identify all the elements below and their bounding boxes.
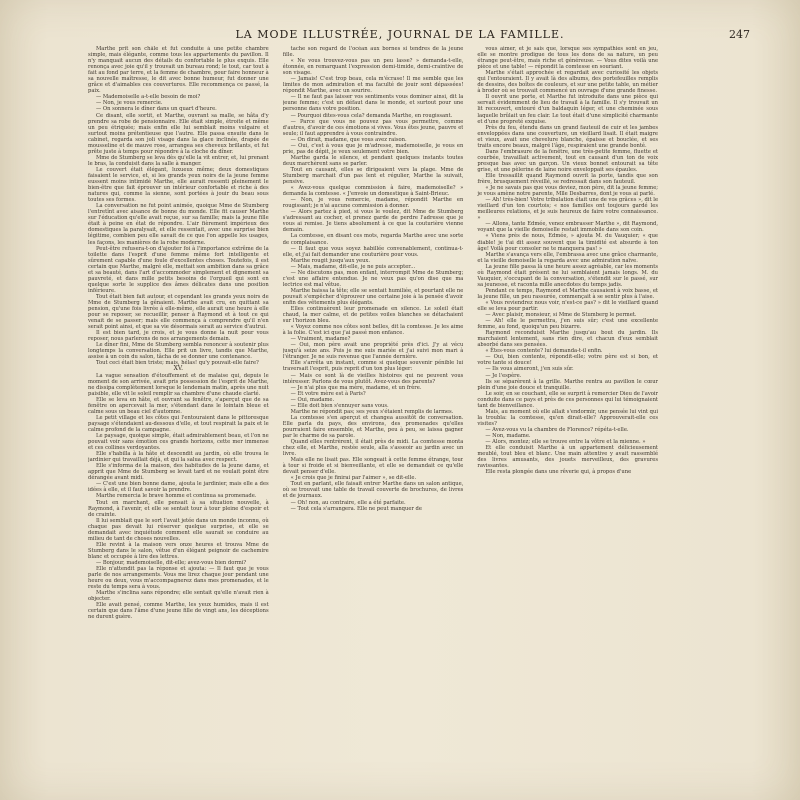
paragraph: Marthe ne répondit pas; ses yeux s'étaient remplis de larmes.: [290, 408, 454, 415]
paragraph: Et elle conduisit Marthe à un appartement délicieusement meublé, tout bleu et blanc. Une main attentive y avait rassemblé des livres amusants, des jouets merveilleux, des gravures ravissantes.: [477, 445, 659, 470]
paragraph: Ils se séparèrent à la grille. Marthe rentra au pavillon le cœur plein d'une joie douce et tranquille.: [477, 378, 659, 391]
paragraph: « Ne vous trouvez-vous pas un peu lasse? » demanda-t-elle, étonnée, en remarquant l'expression demi-timide, demi-craintive de son visage.: [282, 58, 464, 77]
paragraph: — Alors, montez; elle se trouve entre la vôtre et la mienne. »: [485, 439, 646, 446]
paragraph: Le soir, en se couchant, elle se surprit à remercier Dieu de l'avoir conduite dans ce pays et près de ces personnes qui lui témoignaient tant de bienveillance.: [477, 390, 659, 409]
paragraph: — Oui, c'est à vous que je m'adresse, mademoiselle, je vous en prie, pas de dépit, je veux seulement votre bien.: [282, 142, 464, 155]
paragraph: Elle revint à la maison vers onze heures et trouva Mme de Stumberg dans le salon, vêtue d'un élégant peignoir de cachemire blanc et occupée à lire des lettres.: [88, 541, 269, 560]
paragraph: Elle s'habilla à la hâte et descendit au jardin, où elle trouva le jardinier qui travaillait déjà, et qui la salua avec respect.: [88, 451, 269, 464]
paragraph: Marthe s'avança vers elle, l'embrassa avec une grâce charmante, et la vieille demoiselle la regarda avec une admiration naïve.: [477, 251, 659, 264]
paragraph: — Pourquoi dites-vous cela? demanda Marthe, en rougissant.: [290, 112, 453, 119]
paragraph: Marthe s'était approchée et regardait avec curiosité les objets qui l'entouraient. Il y avait là des albums, des portefeuilles remplis de dessins, des boîtes de couleurs, et sur une petite table, un métier à broder où se trouvait commencé un ouvrage d'une grande finesse.: [477, 70, 659, 95]
paragraph: Il est bien tard, je crois, et je vous donne la nuit pour vous reposer, nous parlerons de nos arrangements demain.: [88, 330, 269, 343]
paragraph: Elles continuèrent leur promenade en silence. Le soleil était chaud, la mer calme, et de petites voiles blanches se détachaient sur l'horizon bleu.: [282, 306, 464, 325]
paragraph: La conversation ne fut point animée, quoique Mme de Stumberg l'entretînt avec aisance de bonne du monde. Elle fit causer Marthe sur l'éducation qu'elle avait reçue, sur sa famille; mais la jeune fille était à peine en état de répondre. L'air fièrement impérieux des domestiques la paralysait, et elle ressentait, avec une surprise bien légitime, combien peu elle savait de ce que l'on appelle les usages, les façons, les manières de la robe moderne.: [88, 203, 269, 246]
paragraph: vous aimer, et je sais que, lorsque ses sympathies sont en jeu, elle se montre prodigue de tous les dons de sa nature, un peu étrange peut-être, mais riche et généreuse. — Vous dites voilà une pièce et une table! — répondit la comtesse en souriant.: [477, 46, 659, 71]
section-heading: XV.: [173, 365, 184, 373]
paragraph: — Jamais! C'est trop beau, cela m'écrase! Il me semble que les limites de mon admiration et ma faculté de jouir sont dépassées! répondit Marthe, avec un sourire.: [282, 76, 464, 95]
column-1: [88, 46, 269, 781]
paragraph: Mais elle ne lisait pas. Elle songeait à cette femme étrange, tour à tour si froide et si bienveillante, et elle se demandait ce qu'elle devait penser d'elle.: [282, 457, 464, 476]
paragraph: Elle resta plongée dans une rêverie qui, à propos d'une: [485, 469, 632, 476]
paragraph: — Vraiment, madame?: [290, 336, 351, 343]
paragraph: La jeune fille passa là une heure assez agréable, car les moments où Raymond était présent ne lui semblaient jamais longs. M. du Vauquier, s'occupant de la conversation, s'étendit sur le passé, sur sa jeunesse, et raconta mille anecdotes du temps jadis.: [477, 263, 659, 288]
column-2: [283, 46, 464, 781]
paragraph: Dans l'embrasure de la fenêtre, une très-petite femme, fluette et courbée, travaillait activement, tout en causant d'un ton de voix presque bas avec un garçon. Un vieux bonnet entourait sa tête grise, et une pèlerine de laine noire enveloppait ses épaules.: [477, 148, 659, 173]
paragraph: Marthe s'inclina sans répondre; elle sentait qu'elle n'avait rien à objecter.: [88, 590, 269, 603]
paragraph: — Ils vous aimeront, j'en suis sûr.: [485, 366, 574, 373]
paragraph: — Non, je vous remercie, madame, répondit Marthe en rougissant; je n'ai aucune commission à donner.: [282, 197, 464, 210]
paragraph: Elle n'attendit pas la réponse et ajouta: — Il faut que je vous parle de nos arrangements. Vous me lirez chaque jour pendant une heure ou deux, vous m'accompagnerez dans mes promenades, et le reste du temps sera à vous.: [88, 566, 269, 591]
paragraph: La vague sensation d'étouffement et de malaise qui, depuis le moment de son arrivée, avait pris possession de l'esprit de Marthe, ne dissipa complètement lorsque le lendemain matin, après une nuit paisible, elle vit le soleil remplir sa chambre d'une chaude clarté.: [88, 372, 269, 397]
paragraph: Quand elles rentrèrent, il était près de midi. La comtesse monta chez elle, et Marthe, restée seule, alla s'asseoir au jardin avec un livre.: [282, 439, 464, 458]
paragraph: Elle s'arrêta un instant, comme si quelque souvenir pénible lui traversait l'esprit, puis reprit d'un ton plus léger:: [282, 360, 464, 373]
paragraph: Ce disant, elle sortit, et Marthe, ouvrant sa malle, se hâta d'y prendre sa robe de pensionnaire. Elle était simple, étroite et même un peu étriquée; mais enfin elle lui semblait moins vulgaire et surtout moins prétentieuse que l'autre. Elle passa ensuite dans le cabinet, regarda son joli visage dans la glace inclinée, drapée de mousseline et de mauve rose, arrangea ses cheveux brillants, et fut prête juste à temps pour répondre à la cloche du dîner.: [88, 112, 269, 155]
paragraph: Tout en causant, elles se dirigeaient vers la plage. Mme de Stumberg marchait d'un pas lent et régulier, Marthe la suivait, pensive.: [282, 166, 464, 186]
paragraph: Elle tressaillit quand Raymond ouvrit la porte, tandis que son frère, brusquement réveillé, se redressait dans son fauteuil.: [477, 172, 659, 186]
paragraph: Le couvert était élégant, luxueux même; deux domestiques faisaient le service, et, si les grands yeux noirs de la jeune femme eussent moins intimidé Marthe, elle aurait ressenti pleinement le bien-être que fait éprouver un intérieur confortable et riche à des natures qui, comme la sienne, sont portées à jouir du beau sous toutes ses formes.: [88, 166, 269, 204]
paragraph: — Oui, mon père avait une propriété près d'ici. J'y ai vécu jusqu'à seize ans. Puis je me suis mariée et j'ai suivi mon mari à l'étranger. Je ne suis revenue que l'année dernière.: [282, 342, 464, 361]
paragraph: Il lui semblait que le sort l'avait jetée dans un monde inconnu, où chaque pas devait lui réserver quelque surprise, et elle se demandait avec inquiétude comment elle saurait se conduire au milieu de tant de choses nouvelles.: [88, 517, 269, 542]
paragraph: Marthe prit son châle et fut conduite à une petite chambre simple, mais élégante, comme tous les appartements du pavillon. Il n'y manquait aucun des détails du confortable le plus exquis. Elle renonça avec joie qu'il y trouvait un bureau rond; le tout, car tout à fait au fond par terre, et la femme de chambre, pour faire honneur à sa nouvelle maîtresse, le dit avec bonne humeur, fut donner une grâce et d'aimables ces couvertures. Elle recommença ce passé, la paix.: [88, 46, 269, 95]
paragraph: — Je l'espère.: [485, 372, 522, 379]
paragraph: — Oui, madame.: [290, 396, 335, 403]
paragraph: — Ah! elle le permettra, j'en suis sûr; c'est une excellente femme, au fond, quoiqu'un peu bizarre.: [477, 318, 659, 331]
paragraph: Raymond reconduisit Marthe jusqu'au bout du jardin. Ils marchaient lentement, sans rien dire, et chacun d'eux semblait absorbé dans ses pensées.: [477, 330, 659, 349]
paragraph: — C'est une bien bonne dame, ajouta le jardinier, mais elle a des idées à elle, et il faut savoir la prendre.: [88, 481, 269, 494]
paragraph: — Alors partez à pied, si vous le voulez, dit Mme de Stumberg s'adressant au cocher, et prenez garde de perdre l'adresse que je vous ai remise. Je tiens absolument à ce que la couturière vienne demain.: [282, 209, 464, 234]
paragraph: — Tout cela s'arrangera. Elle ne peut manquer de: [290, 505, 422, 512]
paragraph: « Voyez comme nos côtes sont belles, dit la comtesse. Je les aime à la folie. C'est ici que j'ai passé mon enfance.: [282, 324, 464, 337]
paragraph: « Je ne savais pas que vous deviez, mon père, dit la jeune femme; je vous amène notre parente, Mlle Desbarres, dont je vous ai parlé.: [477, 185, 659, 198]
paragraph: Elle avait pensé, comme Marthe, les yeux humides, mais il est certain que dans l'âme d'une jeune fille de vingt ans, les déceptions ne durent guère.: [88, 602, 269, 621]
paragraph: « Vous reviendrez nous voir, n'est-ce pas? » dit le vieillard quand elle se leva pour partir.: [477, 299, 659, 313]
paragraph: — Ne discutons pas, mon enfant, interrompit Mme de Stumberg; c'est une affaire entendue. Je ne veux pas qu'on dise que ma lectrice est mal vêtue.: [282, 269, 464, 288]
paragraph: « Je crois que je finirai par l'aimer », se dit-elle.: [290, 475, 417, 482]
paragraph: — Bonjour, mademoiselle, dit-elle; avez-vous bien dormi?: [96, 559, 247, 566]
paragraph: — Avez-vous vu la chambre de Florence? répéta-t-elle.: [485, 426, 629, 433]
paragraph: — Il faut que vous soyez habillée convenablement, continua-t-elle, et j'ai fait demander une couturière pour vous.: [282, 245, 464, 258]
paragraph: — Elle doit bien s'ennuyer sans vous.: [290, 402, 389, 409]
page-number: 247: [729, 28, 750, 41]
paragraph: Il ouvrit une porte, et Marthe fut introduite dans une pièce qui servait évidemment de lieu de travail à la famille. Il s'y trouvait un lit recouvert, entouré d'un baldaquin léger, et une cheminée sous laquelle brûlait un feu clair. Le tout était d'une simplicité charmante et d'une propreté exquise.: [477, 94, 659, 125]
paragraph: Tout en marchant, elle pensait à sa situation nouvelle, à Raymond, à l'avenir, et elle se sentait tour à tour pleine d'espoir et de crainte.: [88, 499, 269, 518]
paragraph: — Et votre mère est à Paris?: [290, 390, 366, 397]
paragraph: Peut-être refusera-t-on d'ajouter foi à l'importance extrême de la toilette dans l'esprit d'une femme même fort intelligente et sûrement capable d'une foule d'excellentes choses. Toutefois, il est certain que Marthe, malgré elle, mettait son ambition dans sa grâce et sa beauté, dans l'art d'accommoder simplement et dignement sa pauvreté, et dans mille petits besoins de l'orgueil qui sont en quelque sorte le supplice des âmes délicates dans une position inférieure.: [88, 245, 269, 294]
journal-title: LA MODE ILLUSTRÉE, JOURNAL DE LA FAMILLE.: [235, 28, 565, 41]
paragraph: — Il ne faut pas laisser vos sentiments vous dominer ainsi, dit la jeune femme; c'est un défaut dans le monde, et surtout pour une personne dans votre position.: [282, 94, 464, 113]
paragraph: Le paysage, quoique simple, était admirablement beau, et l'on ne pouvait voir sans émotion ces grands horizons, cette mer immense et ces collines verdoyantes.: [88, 433, 269, 452]
paragraph: — Allons, tante Edmée, venez embrasser Marthe », dit Raymond, voyant que la vieille demoiselle restait immobile dans son coin.: [477, 221, 659, 234]
paragraph: — Oh! non, au contraire, elle a été parfaite.: [290, 499, 406, 506]
paragraph: — Mademoiselle a-t-elle besoin de moi?: [96, 94, 201, 101]
paragraph: — Je n'ai plus que ma mère, madame, et un frère.: [290, 384, 422, 391]
paragraph: — On dirait, madame, que vous avez raison.: [290, 136, 407, 143]
paragraph: Le petit village et les côtes qui l'entouraient dans le pittoresque paysage s'étendaient au-dessous d'elle, et tout respirait la paix et le calme profond de la campagne.: [88, 414, 269, 433]
paragraph: « Êtes-vous contente? lui demanda-t-il enfin.: [485, 348, 603, 355]
paragraph: Tout était bien fait autour, et cependant les grands yeux noirs de Mme de Stumberg la gênaient. Marthe avait cru, en quittant sa pension, qu'une fois livrée à elle-même, elle aurait une heure à elle pour se reposer, se recueillir, penser à Raymond et à tout ce qui venait de se passer; mais elle commença à comprendre qu'il n'en serait point ainsi, et que sa vie désormais serait au service d'autrui.: [88, 293, 269, 331]
paragraph: Elle se leva en hâte, et ouvrant sa fenêtre, s'aperçut que de sa fenêtre on apercevait la mer, s'étendant dans le lointain bleue et calme sous un beau ciel d'automne.: [88, 396, 269, 415]
paragraph: Pendant ce temps, Raymond et Marthe causaient à voix basse, et la jeune fille, un peu rassurée, commençait à se sentir plus à l'aise.: [477, 287, 659, 300]
paragraph: « Viens près de nous, Edmée, » ajouta M. du Vauquier; « que diable! je t'ai dit assez souvent que la timidité est absurde à ton âge! Voilà pour consoler ne te manquera pas! »: [477, 233, 659, 252]
paragraph: — Ah! très-bien! Votre tribulation était une de vos grâces », dit le vieillard d'un ton courtois; « nos familles ont toujours gardé les meilleures relations, et je suis heureux de faire votre connaissance. »: [477, 197, 659, 222]
paragraph: — Avec plaisir, monsieur, si Mme de Stumberg le permet.: [485, 312, 637, 319]
paragraph: — Non, je vous remercie.: [96, 100, 163, 107]
paragraph: Marthe rougit jusqu'aux yeux.: [290, 257, 370, 264]
paragraph: Tout ceci était bien triste; mais, hélas! qu'y pouvait-elle faire?: [96, 360, 259, 367]
paragraph: « Avez-vous quelque commission à faire, mademoiselle? » demanda la comtesse. « J'envoie un domestique à Saint-Brieuc.: [282, 185, 464, 198]
text-columns: [88, 46, 658, 781]
paragraph: Marthe baissa la tête; elle se sentait humiliée, et pourtant elle ne pouvait s'empêcher d'éprouver une certaine joie à la pensée d'avoir enfin des vêtements plus élégants.: [282, 287, 464, 306]
paragraph: — Mais, madame, dit-elle, je ne puis accepter...: [290, 263, 416, 270]
paragraph: Mme de Stumberg se leva dès qu'elle la vit entrer, et, lui prenant le bras, la conduisit dans la salle à manger.: [88, 154, 269, 167]
paragraph: — Parce que vous ne pouvez pas vous permettre, comme d'autres, d'avoir de ces émotions si vives. Vous êtes jeune, pauvre et seule; il faut apprendre à vous contraindre.: [282, 118, 464, 137]
paragraph: Mais, au moment où elle allait s'endormir, une pensée lui vint qui la troubla: la comtesse, qu'en dirait-elle? Approuverait-elle ces visites?: [477, 408, 659, 427]
paragraph: Le dîner fini, Mme de Stumberg sembla renoncer à soutenir plus longtemps la conversation. Elle prit un livre, tandis que Marthe, assise à un coin du salon, tâcha de se donner une contenance.: [88, 342, 269, 361]
paragraph: Elle s'informa de la maison, des habitudes de la jeune dame, et apprit que Mme de Stumberg se levait tard et ne voulait point être dérangée avant midi.: [88, 463, 269, 482]
paragraph: La comtesse, en disant ces mots, regarda Marthe avec une sorte de complaisance.: [282, 233, 464, 246]
paragraph: — Non, madame.: [485, 433, 531, 439]
paragraph: — On sonnera le dîner dans un quart d'heure.: [96, 106, 217, 113]
paragraph: Tout en parlant, elle faisait entrer Marthe dans un salon antique, où se trouvait une table de travail couverte de brochures, de livres et de journaux.: [282, 481, 464, 500]
page-header: [30, 28, 770, 48]
paragraph: — Oui, bien contente, répondit-elle; votre père est si bon, et votre tante si douce!: [477, 354, 659, 367]
paragraph: La comtesse s'en aperçut et changea aussitôt de conversation. Elle parla du pays, des environs, des promenades qu'elles pourraient faire ensemble, et Marthe, peu à peu, se laissa gagner par le charme de sa parole.: [282, 414, 464, 439]
paragraph: Près du feu, étendu dans un grand fauteuil de cuir et les jambes enveloppées dans une couverture, un vieillard lisait. Il était maigre et vieux, avait une chevelure blanche, épaisse et bouclée, et ses traits encore beaux, malgré l'âge, respiraient une grande bonté.: [477, 124, 659, 149]
column-3: [477, 46, 658, 781]
paragraph: tache son regard de l'océan aux bornes si tendres de la jeune fille.: [282, 46, 464, 59]
paragraph: Marthe remercia le brave homme et continua sa promenade.: [96, 493, 257, 500]
paragraph: — Mais ce sont là de vieilles histoires qui ne peuvent vous intéresser. Parlons de vous plutôt. Avez-vous des parents?: [282, 372, 464, 385]
paragraph: Marthe garda le silence, et pendant quelques instants toutes deux marchèrent sans se parler.: [282, 154, 464, 167]
